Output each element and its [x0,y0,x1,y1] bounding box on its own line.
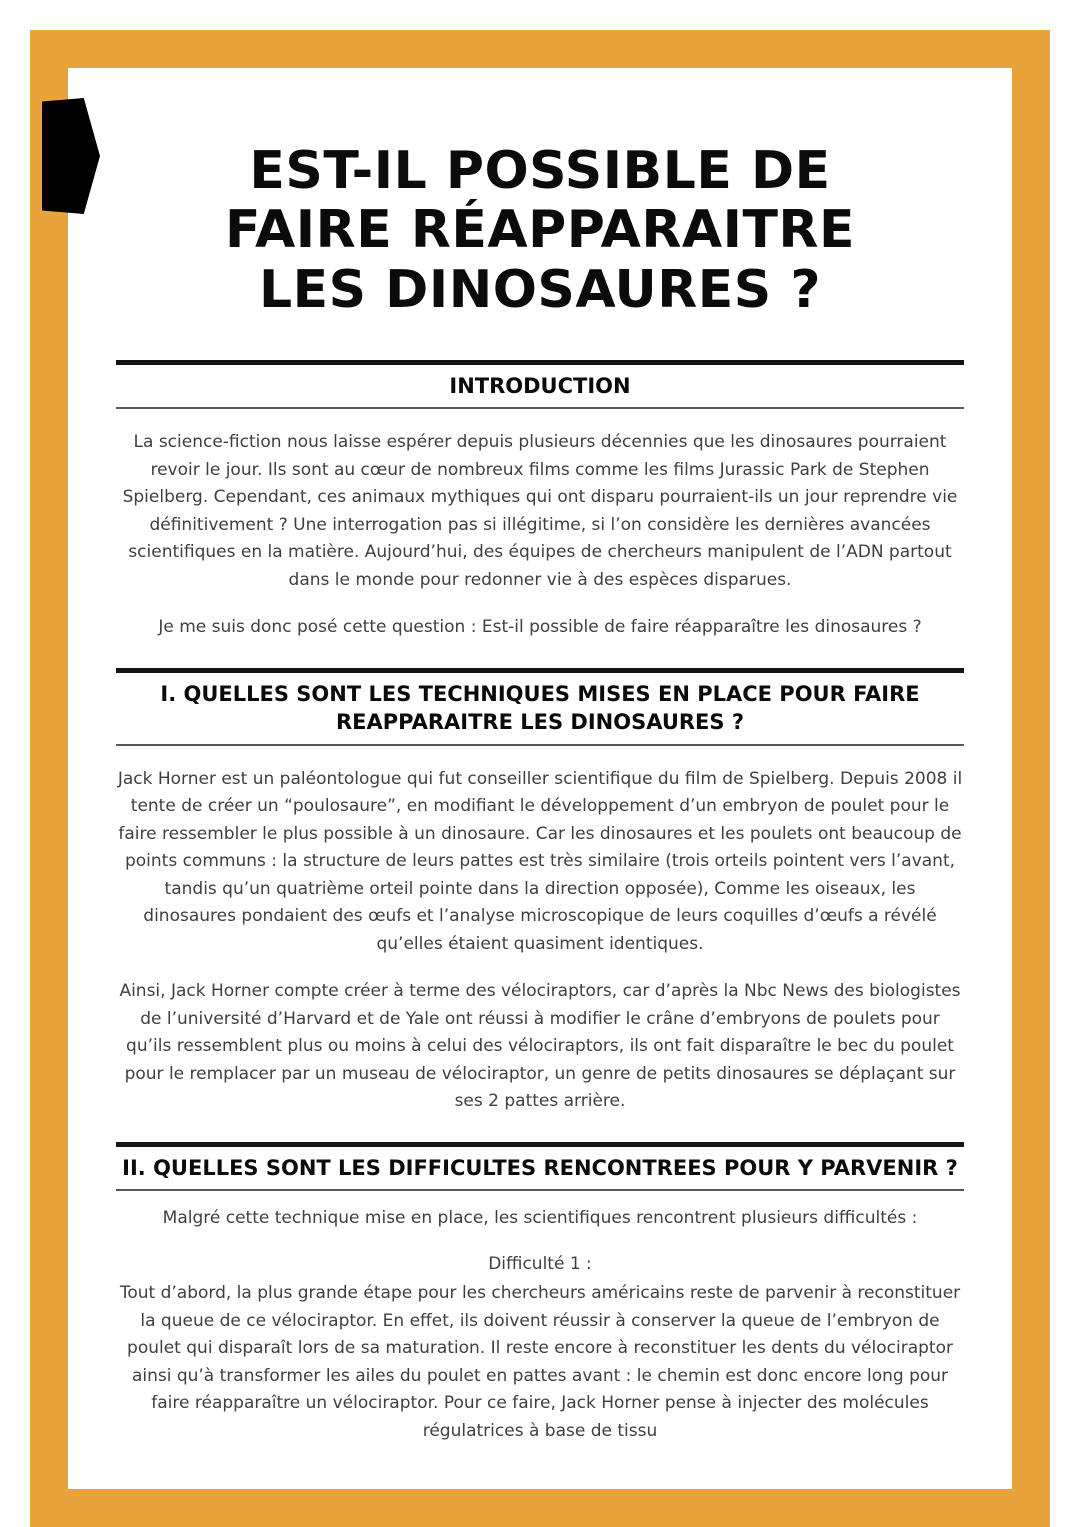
paragraph: Je me suis donc posé cette question : Est-il possible de faire réapparaître les dinosaures ? [158,617,922,638]
section-difficulties [116,1142,964,1446]
section-techniques [116,668,964,1116]
divider-thick [116,1142,964,1147]
divider-thick [116,668,964,673]
section-introduction [116,360,964,642]
paragraph: Ainsi, Jack Horner compte créer à terme des vélociraptors, car d’après la Nbc News des biologistes de l’université d’Harvard et de Yale ont réussi à modifier le crâne d’embryons de poulets pour qu’ils ressemblent plus ou moins à celui des vélociraptors, ils ont fait disparaître le bec du poulet pour le remplacer par un museau de vélociraptor, un genre de petits dinosaures se déplaçant sur ses 2 pattes arrière. [119,981,961,1112]
paragraph: Tout d’abord, la plus grande étape pour les chercheurs américains reste de parvenir à reconstituer la queue de ce vélociraptor. En effet, ils doivent réussir à conserver la queue de l’embryon de poulet qui disparaît lors de sa maturation. Il reste encore à reconstituer les dents du vélociraptor ainsi qu’à transformer les ailes du poulet en pattes avant : le chemin est donc encore long pour faire réapparaître un vélociraptor. Pour ce faire, Jack Horner pense à injecter des molécules régulatrices à base de tissu [119,1283,961,1441]
section-heading-techniques: I. QUELLES SONT LES TECHNIQUES MISES EN PLACE POUR FAIRE REAPPARAITRE LES DINOSAURES ? [160,681,920,735]
section-heading-difficulties: II. QUELLES SONT LES DIFFICULTES RENCONTREES POUR Y PARVENIR ? [122,1155,958,1180]
title-line: FAIRE RÉAPPARAITRE [225,200,855,261]
divider-thin [116,1189,964,1191]
divider-thin [116,407,964,409]
page-border-frame [30,30,1050,1527]
paragraph: Malgré cette technique mise en place, les scientifiques rencontrent plusieurs difficultés : [162,1208,918,1229]
document-content [68,68,1012,1446]
paragraph: Jack Horner est un paléontologue qui fut conseiller scientifique du film de Spielberg. Depuis 2008 il tente de créer un “poulosaure”, en modifiant le développement d’un embryon de poulet pour le faire ressembler le plus possible à un dinosaure. Car les dinosaures et les poulets ont beaucoup de points communs : la structure de leurs pattes est très similaire (trois orteils pointent vers l’avant, tandis qu’un quatrième orteil pointe dans la direction opposée), Comme les oiseaux, les dinosaures pondaient des œufs et l’analyse microscopique de leurs coquilles d’œufs a révélé qu’elles étaient quasiment identiques. [117,768,963,954]
divider-thick [116,360,964,365]
section-heading-introduction: INTRODUCTION [449,373,631,398]
title-line: LES DINOSAURES ? [258,259,822,320]
divider-thin [116,744,964,746]
title-line: EST-IL POSSIBLE DE [249,141,831,201]
difficulty-label: Difficulté 1 : [488,1253,592,1274]
page-title [116,142,964,320]
paragraph: La science-fiction nous laisse espérer depuis plusieurs décennies que les dinosaures pourraient revoir le jour. Ils sont au cœur de nombreux films comme les films Jurassic Park de Stephen Spielberg. Cependant, ces animaux mythiques qui ont disparu pourraient-ils un jour reprendre vie définitivement ? Une interrogation pas si illégitime, si l’on considère les dernières avancées scientifiques en la matière. Aujourd’hui, des équipes de chercheurs manipulent de l’ADN partout dans le monde pour redonner vie à des espèces disparues. [122,432,958,590]
